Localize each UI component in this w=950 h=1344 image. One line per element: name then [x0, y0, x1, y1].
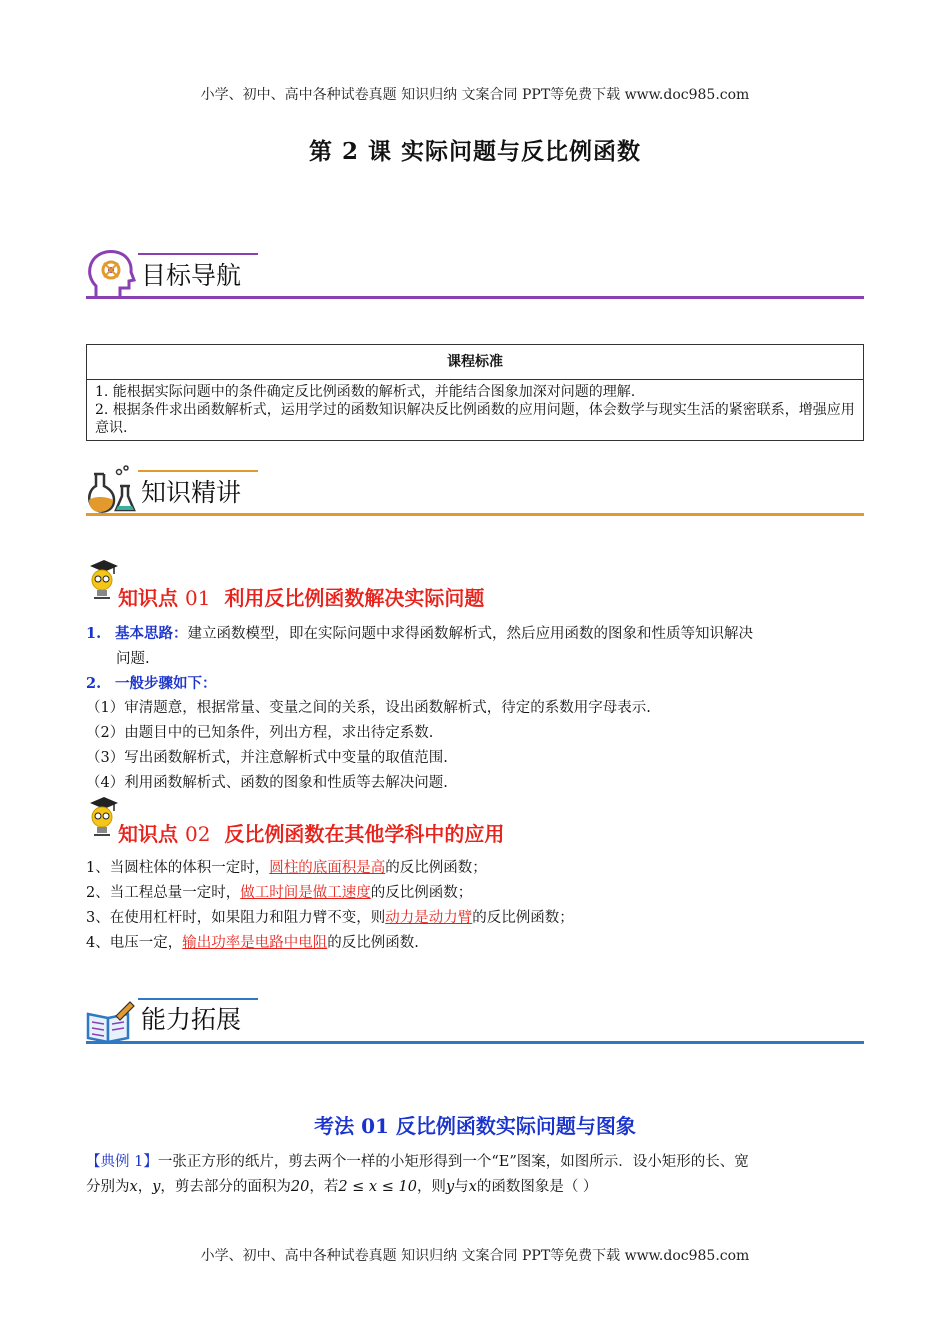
section-topbar: [138, 253, 258, 255]
highlight-text: 做工时间是做工速度: [240, 885, 371, 901]
list-number: 2.: [86, 675, 102, 692]
standards-header: 课程标准: [87, 345, 864, 380]
page-footer: 小学、初中、高中各种试卷真题 知识归纳 文案合同 PPT等免费下载 www.doc985.com: [200, 1248, 750, 1264]
highlight-text: 输出功率是电路中电阻: [182, 935, 328, 951]
kaofa-title: 考法 01 反比例函数实际问题与图象: [314, 1114, 636, 1138]
area-value: 20: [290, 1179, 310, 1195]
lightbulb-graduate-icon: [86, 795, 122, 839]
steps-label: 一般步骤如下：: [114, 675, 217, 692]
standards-table: [86, 344, 864, 441]
standard-item: 2. 根据条件求出函数解析式，运用学过的函数知识解决反比例函数的应用问题，体会数学与现实生活的紧密联系，增强应用意识.: [95, 402, 855, 436]
basic-idea-label: 基本思路：: [114, 625, 188, 642]
kp2-item: 2、当工程总量一定时，做工时间是做工速度的反比例函数；: [86, 885, 473, 901]
kp-number: 01: [184, 586, 211, 610]
kp1-steps-heading: [86, 671, 866, 697]
flask-icon: [86, 464, 136, 516]
step-item: （1）审清题意，根据常量、变量之间的关系，设出函数解析式，待定的系数用字母表示.: [86, 700, 651, 716]
section-label: 目标导航: [141, 261, 242, 290]
var-y: y: [152, 1179, 161, 1195]
section-rule: [86, 513, 864, 516]
list-number: 1.: [86, 625, 102, 642]
head-gear-icon: [86, 248, 136, 300]
step-item: （3）写出函数解析式，并注意解析式中变量的取值范围.: [86, 750, 448, 766]
kp1-title: [118, 582, 484, 611]
kp-prefix: 知识点: [118, 822, 178, 846]
kp2-list: [86, 856, 866, 956]
kp1-steps-list: [86, 696, 866, 796]
var-x: x: [468, 1179, 477, 1195]
highlight-text: 动力是动力臂: [385, 910, 473, 926]
section-knowledge: [86, 464, 864, 524]
basic-idea-cont: 问题.: [116, 651, 150, 667]
step-item: （4）利用函数解析式、函数的图象和性质等去解决问题.: [86, 775, 448, 791]
example-1: 【典例 1】一张正方形的纸片，剪去两个一样的小矩形得到一个“E”图案，如图所示．设小矩形的长、宽 分别为x，y，剪去部分的面积为20，若2 ≤ x ≤ 10，则y与x的函数图象是（ ）: [86, 1154, 749, 1195]
kp2-item: 4、电压一定，输出功率是电路中电阻的反比例函数.: [86, 935, 419, 951]
section-rule: [86, 296, 864, 299]
basic-idea-text: 建立函数模型，即在实际问题中求得函数解析式，然后应用函数的图象和性质等知识解决: [187, 626, 753, 642]
section-topbar: [138, 470, 258, 472]
kp2-title: [118, 818, 504, 847]
section-rule: [86, 1041, 864, 1044]
highlight-text: 圆柱的底面积是高: [269, 860, 386, 876]
section-ability: [86, 994, 864, 1054]
step-item: （2）由题目中的已知条件，列出方程，求出待定系数.: [86, 725, 434, 741]
lightbulb-graduate-icon: [86, 558, 122, 602]
standard-item: 1. 能根据实际问题中的条件确定反比例函数的解析式，并能结合图象加深对问题的理解.: [95, 384, 636, 400]
page-header: 小学、初中、高中各种试卷真题 知识归纳 文案合同 PPT等免费下载 www.doc985.com: [200, 87, 750, 103]
kp-number: 02: [184, 822, 211, 846]
kp1-basic-idea: [86, 621, 866, 672]
section-label: 能力拓展: [141, 1005, 242, 1034]
kp-title-text: 利用反比例函数解决实际问题: [224, 586, 485, 610]
range-expr: 2 ≤ x ≤ 10: [338, 1179, 417, 1195]
open-book-icon: [86, 994, 136, 1046]
var-x: x: [129, 1179, 138, 1195]
var-y: y: [445, 1179, 455, 1195]
lesson-title: 第 2 课 实际问题与反比例函数: [308, 138, 642, 165]
kp-title-text: 反比例函数在其他学科中的应用: [224, 822, 505, 846]
kp2-item: 3、在使用杠杆时，如果阻力和阻力臂不变，则动力是动力臂的反比例函数；: [86, 910, 574, 926]
section-goal: [86, 248, 864, 308]
kp2-item: 1、当圆柱体的体积一定时，圆柱的底面积是高的反比例函数；: [86, 860, 487, 876]
example-line1: 一张正方形的纸片，剪去两个一样的小矩形得到一个“E”图案，如图所示．设小矩形的长、宽: [157, 1154, 749, 1170]
section-label: 知识精讲: [141, 478, 242, 507]
example-tag: 【典例 1】: [86, 1154, 158, 1170]
kp-prefix: 知识点: [118, 586, 178, 610]
